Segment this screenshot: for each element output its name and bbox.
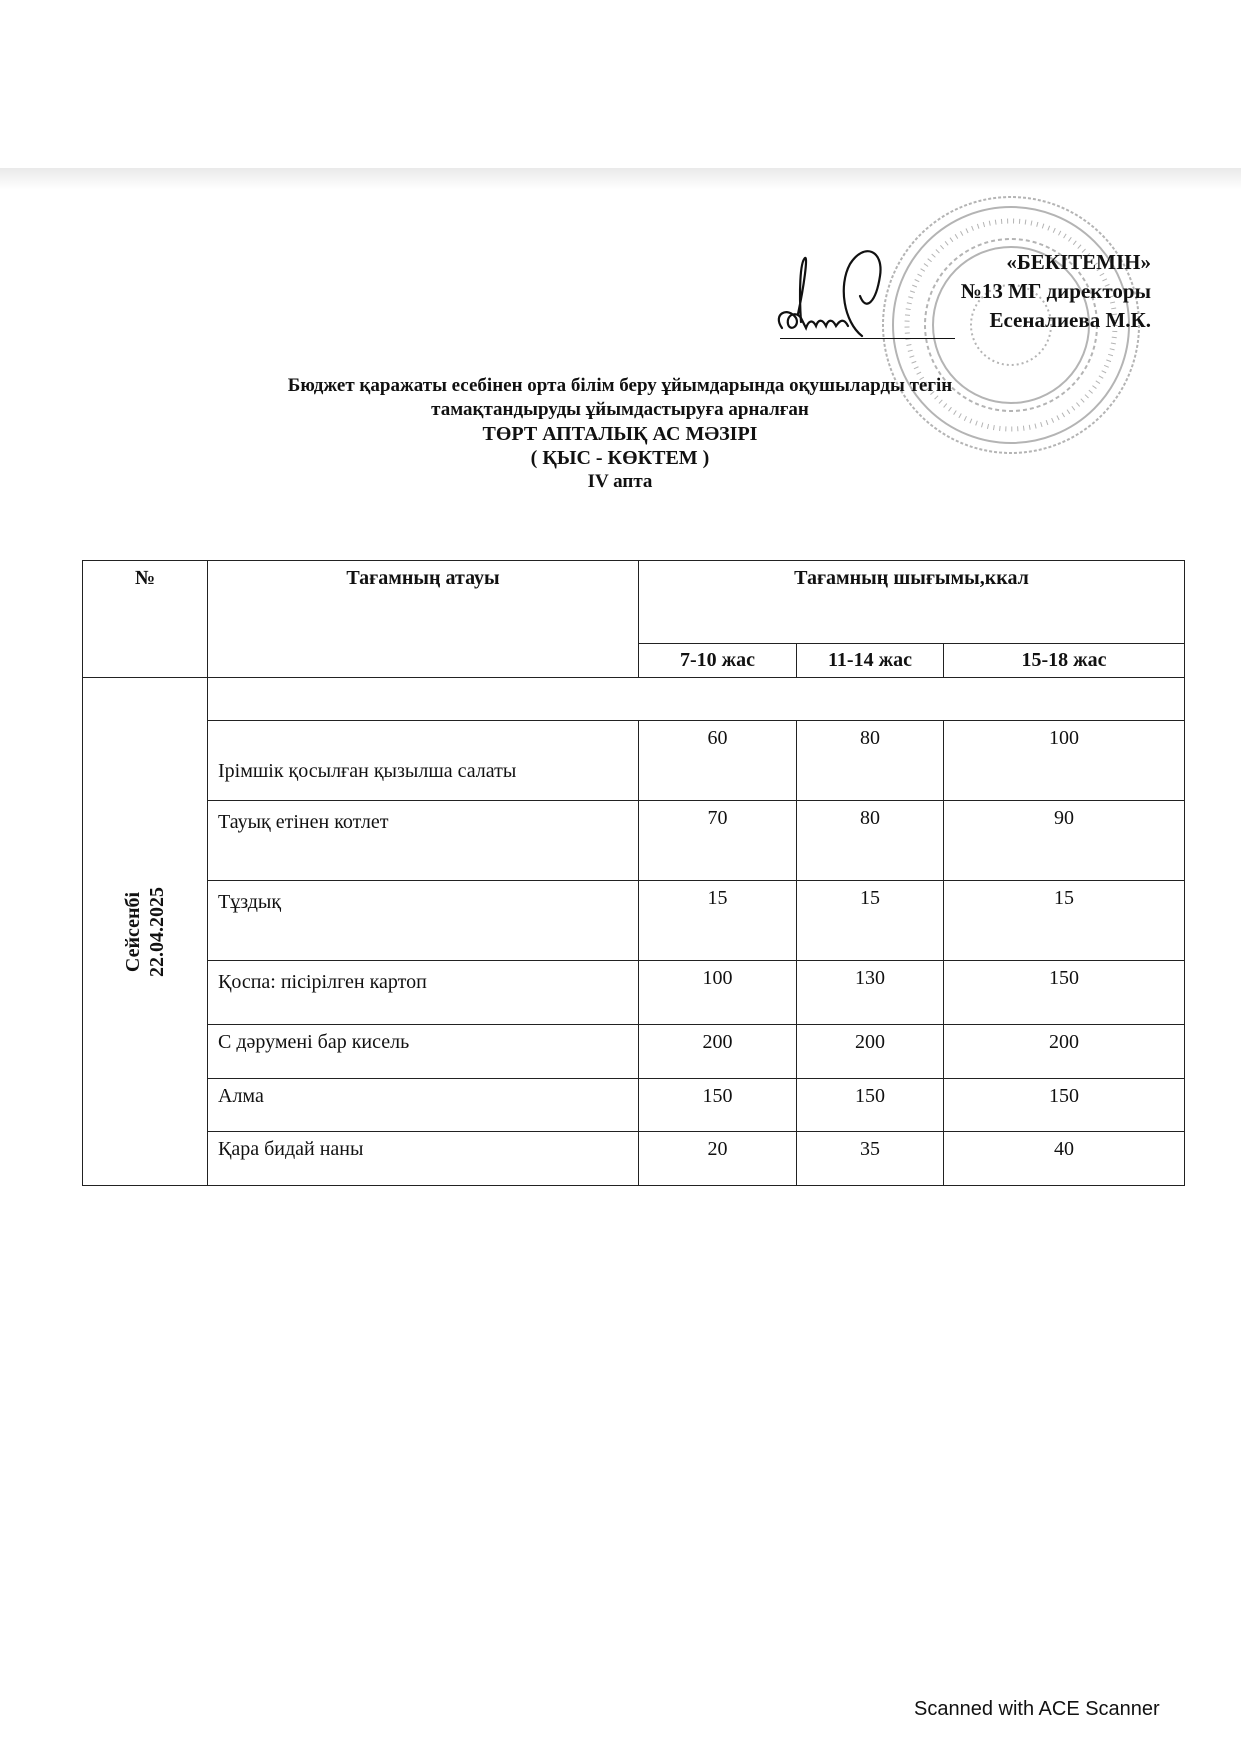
dish-name: Тұздық [208,881,639,961]
day-label [121,887,169,977]
dish-name: Алма [208,1079,639,1132]
kcal-15-18: 100 [944,721,1185,801]
kcal-15-18: 200 [944,1025,1185,1079]
header-yield: Тағамның шығымы,ккал [639,561,1185,644]
day-date: 22.04.2025 [146,886,168,977]
header-age-11-14: 11-14 жас [797,644,944,678]
kcal-7-10: 20 [639,1132,797,1186]
signature [770,236,920,340]
kcal-7-10: 200 [639,1025,797,1079]
kcal-15-18: 90 [944,801,1185,881]
kcal-11-14: 130 [797,961,944,1025]
dish-name: Қара бидай наны [208,1132,639,1186]
kcal-15-18: 15 [944,881,1185,961]
kcal-11-14: 15 [797,881,944,961]
kcal-15-18: 40 [944,1132,1185,1186]
signature-line [780,338,955,339]
menu-table [82,560,1185,1186]
title-line-5: IV апта [587,471,653,492]
title-line-4: ( ҚЫС - КӨКТЕМ ) [530,447,710,469]
table-row [83,1132,1185,1186]
dish-name: Қоспа: пісірілген картоп [208,961,639,1025]
scan-edge-band [0,168,1241,190]
kcal-7-10: 15 [639,881,797,961]
kcal-11-14: 200 [797,1025,944,1079]
dish-name: С дәрумені бар кисель [208,1025,639,1079]
title-line-1: Бюджет қаражаты есебінен орта білім беру ұйымдарында оқушыларды тегін [287,375,953,396]
kcal-7-10: 150 [639,1079,797,1132]
approval-position: №13 МГ директоры [960,279,1151,303]
kcal-7-10: 70 [639,801,797,881]
title-line-3: ТӨРТ АПТАЛЫҚ АС МӘЗІРІ [482,423,758,445]
table-row [83,1025,1185,1079]
kcal-11-14: 80 [797,721,944,801]
dish-name: Ірімшік қосылған қызылша салаты [208,721,639,801]
day-cell [83,678,208,1186]
table-row [83,881,1185,961]
document-title [140,374,1100,494]
kcal-11-14: 35 [797,1132,944,1186]
kcal-7-10: 100 [639,961,797,1025]
header-dish-name: Тағамның атауы [208,561,639,678]
day-weekday: Сейсенбі [122,891,144,972]
kcal-7-10: 60 [639,721,797,801]
table-row [83,961,1185,1025]
approval-block [961,248,1151,335]
header-number: № [83,561,208,678]
table-row [83,1079,1185,1132]
title-line-2: тамақтандыруды ұйымдастыруға арналған [431,399,809,420]
kcal-15-18: 150 [944,1079,1185,1132]
meal-section-blank-row [208,678,1185,721]
table-row [83,801,1185,881]
header-age-15-18: 15-18 жас [944,644,1185,678]
table-row [83,721,1185,801]
dish-name: Тауық етінен котлет [208,801,639,881]
approval-heading: «БЕКІТЕМІН» [1006,250,1151,274]
kcal-11-14: 150 [797,1079,944,1132]
kcal-11-14: 80 [797,801,944,881]
kcal-15-18: 150 [944,961,1185,1025]
header-age-7-10: 7-10 жас [639,644,797,678]
scanner-watermark: Scanned with ACE Scanner [914,1698,1160,1720]
approval-name: Есеналиева М.К. [989,308,1151,332]
